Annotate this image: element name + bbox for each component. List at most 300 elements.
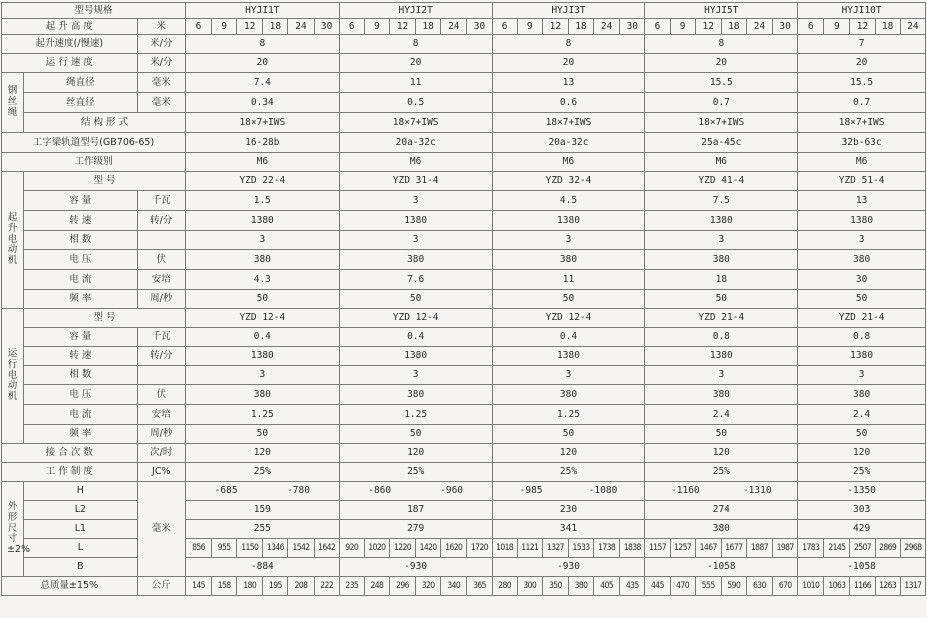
height-value: 9 — [364, 19, 389, 35]
dim-L-value: 2507 — [850, 539, 875, 558]
lift-motor-capacity-value: 1.5 — [185, 191, 339, 211]
run-motor-current-value: 1.25 — [185, 405, 339, 425]
run-motor-frequency-value: 50 — [339, 425, 492, 444]
mass-value: 470 — [670, 577, 695, 596]
run-motor-current-row — [2, 405, 926, 425]
unit-amp: 安培 — [137, 405, 185, 425]
dim-H-pair — [186, 486, 339, 496]
duty-label: 工 作 制 度 — [2, 463, 138, 482]
rope-dia-value: 15.5 — [798, 73, 926, 93]
run-speed-row — [2, 54, 926, 73]
structure-value: 18×7+IWS — [492, 113, 645, 133]
run-motor-speed-value: 1380 — [645, 347, 798, 366]
run-speed-value: 20 — [492, 54, 645, 73]
mass-value: 1166 — [850, 577, 875, 596]
unit-amp: 安培 — [137, 270, 185, 290]
dim-L-value: 2968 — [900, 539, 925, 558]
dim-H-pair — [493, 486, 645, 496]
unit-empty — [137, 366, 185, 385]
wire-dia-value: 0.5 — [339, 93, 492, 113]
header-row-models — [2, 3, 926, 19]
lift-motor-speed-label: 转 速 — [24, 211, 138, 231]
run-motor-capacity-value: 0.4 — [492, 328, 645, 347]
lift-motor-current-value: 4.3 — [185, 270, 339, 290]
dim-L-value: 1533 — [568, 539, 593, 558]
height-value: 12 — [542, 19, 568, 35]
dim-L-value: 1467 — [695, 539, 721, 558]
ibeam-value: 16-28b — [185, 133, 339, 153]
work-class-value: M6 — [798, 153, 926, 172]
lift-motor-capacity-row — [2, 191, 926, 211]
mass-value: 630 — [746, 577, 772, 596]
wire-dia-value: 0.7 — [645, 93, 798, 113]
lift-motor-frequency-value: 50 — [798, 290, 926, 309]
dim-B-value: -884 — [185, 558, 339, 577]
mass-value: 1263 — [875, 577, 900, 596]
mass-value: 145 — [185, 577, 211, 596]
dim-L-value: 1542 — [288, 539, 314, 558]
rope-dia-value: 15.5 — [645, 73, 798, 93]
lift-motor-capacity-label: 容 量 — [24, 191, 138, 211]
dim-H-number: -960 — [440, 485, 464, 497]
run-motor-phases-value: 3 — [492, 366, 645, 385]
run-speed-label: 运 行 速 度 — [2, 54, 138, 73]
run-motor-current-value: 2.4 — [798, 405, 926, 425]
work-class-value: M6 — [492, 153, 645, 172]
ibeam-row — [2, 133, 926, 153]
unit-rpm: 转/分 — [137, 211, 185, 231]
dim-L2-value: 187 — [339, 501, 492, 520]
ibeam-value: 32b-63c — [798, 133, 926, 153]
run-motor-type-value: YZD 12-4 — [339, 309, 492, 328]
dim-L1-value: 380 — [645, 520, 798, 539]
lift-motor-type-value: YZD 51-4 — [798, 172, 926, 191]
mass-value: 1010 — [798, 577, 824, 596]
dim-L-label: L — [24, 539, 138, 558]
dim-H-pair — [340, 486, 492, 496]
lift-motor-voltage-label: 电 压 — [24, 250, 138, 270]
lift-motor-phases-value: 3 — [339, 231, 492, 250]
run-motor-type-row — [2, 309, 926, 328]
mass-value: 365 — [467, 577, 492, 596]
run-motor-voltage-value: 380 — [492, 385, 645, 405]
height-value: 24 — [594, 19, 620, 35]
run-motor-type-value: YZD 21-4 — [645, 309, 798, 328]
work-class-label: 工作级别 — [2, 153, 186, 172]
mass-value: 248 — [364, 577, 389, 596]
run-motor-phases-value: 3 — [645, 366, 798, 385]
height-value: 18 — [721, 19, 746, 35]
unit-empty — [137, 231, 185, 250]
rope-dia-row — [2, 73, 926, 93]
lift-motor-phases-value: 3 — [645, 231, 798, 250]
lift-motor-capacity-value: 3 — [339, 191, 492, 211]
lift-motor-voltage-value: 380 — [492, 250, 645, 270]
lift-motor-frequency-row — [2, 290, 926, 309]
height-value: 6 — [798, 19, 824, 35]
unit-volt: 伏 — [137, 250, 185, 270]
run-speed-value: 20 — [798, 54, 926, 73]
lift-motor-voltage-row — [2, 250, 926, 270]
dim-H-pair — [645, 486, 797, 496]
switch-count-value: 120 — [645, 444, 798, 463]
dim-B-label: B — [24, 558, 138, 577]
unit-mm: 毫米 — [137, 482, 185, 577]
height-value: 30 — [620, 19, 645, 35]
run-motor-voltage-value: 380 — [645, 385, 798, 405]
lift-height-row — [2, 19, 926, 35]
dim-L-value: 920 — [339, 539, 364, 558]
mass-value: 320 — [416, 577, 441, 596]
run-motor-label-text: 运行电动机 — [7, 347, 18, 403]
lift-motor-frequency-value: 50 — [185, 290, 339, 309]
mass-value: 435 — [620, 577, 645, 596]
duty-value: 25% — [185, 463, 339, 482]
wire-dia-value: 0.6 — [492, 93, 645, 113]
dim-H-pair — [798, 486, 925, 496]
height-value: 6 — [645, 19, 670, 35]
dim-L2-value: 159 — [185, 501, 339, 520]
dim-L1-label: L1 — [24, 520, 138, 539]
unit-jc: JC% — [137, 463, 185, 482]
lift-motor-speed-value: 1380 — [339, 211, 492, 231]
work-class-value: M6 — [645, 153, 798, 172]
model-name: HYJI10T — [798, 3, 926, 19]
structure-value: 18×7+IWS — [798, 113, 926, 133]
lift-motor-current-row — [2, 270, 926, 290]
dim-L1-value: 341 — [492, 520, 645, 539]
lift-motor-voltage-value: 380 — [185, 250, 339, 270]
mass-value: 300 — [517, 577, 542, 596]
height-value: 12 — [695, 19, 721, 35]
dim-H-value — [339, 482, 492, 501]
duty-value: 25% — [798, 463, 926, 482]
structure-label: 结 构 形 式 — [24, 113, 186, 133]
dim-H-number: -1160 — [671, 485, 700, 497]
dim-L2-value: 230 — [492, 501, 645, 520]
run-motor-frequency-value: 50 — [798, 425, 926, 444]
dim-H-value — [798, 482, 926, 501]
dim-L-value: 1642 — [314, 539, 339, 558]
mass-value: 405 — [594, 577, 620, 596]
work-class-value: M6 — [185, 153, 339, 172]
height-value: 18 — [568, 19, 593, 35]
lift-motor-speed-value: 1380 — [645, 211, 798, 231]
mass-value: 195 — [263, 577, 288, 596]
hoist-spec-table — [1, 2, 926, 596]
run-motor-speed-value: 1380 — [492, 347, 645, 366]
dim-L-value: 1257 — [670, 539, 695, 558]
dim-H-label: H — [24, 482, 138, 501]
run-speed-value: 20 — [645, 54, 798, 73]
run-motor-speed-label: 转 速 — [24, 347, 138, 366]
rope-dia-label: 绳直径 — [24, 73, 138, 93]
rope-dia-value: 11 — [339, 73, 492, 93]
dim-L-value: 1018 — [492, 539, 517, 558]
model-name: HYJI5T — [645, 3, 798, 19]
structure-value: 18×7+IWS — [339, 113, 492, 133]
height-value: 24 — [746, 19, 772, 35]
run-motor-voltage-row — [2, 385, 926, 405]
lift-motor-speed-row — [2, 211, 926, 231]
run-motor-capacity-value: 0.4 — [339, 328, 492, 347]
wire-dia-row — [2, 93, 926, 113]
mass-value: 670 — [773, 577, 798, 596]
lift-motor-voltage-value: 380 — [339, 250, 492, 270]
lift-motor-speed-value: 1380 — [492, 211, 645, 231]
duty-value: 25% — [492, 463, 645, 482]
switch-count-value: 120 — [492, 444, 645, 463]
unit-m-min: 米/分 — [137, 35, 185, 54]
dim-L1-value: 279 — [339, 520, 492, 539]
run-motor-voltage-label: 电 压 — [24, 385, 138, 405]
ibeam-label: 工字梁轨道型号(GB706-65) — [2, 133, 186, 153]
unit-rpm: 转/分 — [137, 347, 185, 366]
height-value: 9 — [517, 19, 542, 35]
mass-value: 1317 — [900, 577, 925, 596]
mass-value: 590 — [721, 577, 746, 596]
lift-motor-voltage-value: 380 — [798, 250, 926, 270]
dim-B-value: -930 — [339, 558, 492, 577]
lift-motor-type-value: YZD 41-4 — [645, 172, 798, 191]
switch-count-value: 120 — [798, 444, 926, 463]
mass-row — [2, 577, 926, 596]
switch-count-value: 120 — [339, 444, 492, 463]
run-motor-current-value: 1.25 — [492, 405, 645, 425]
run-motor-speed-row — [2, 347, 926, 366]
height-value: 12 — [389, 19, 415, 35]
lift-motor-current-label: 电 流 — [24, 270, 138, 290]
unit-hz: 周/秒 — [137, 290, 185, 309]
lift-motor-phases-value: 3 — [798, 231, 926, 250]
run-motor-frequency-value: 50 — [185, 425, 339, 444]
run-motor-current-value: 2.4 — [645, 405, 798, 425]
unit-m-min: 米/分 — [137, 54, 185, 73]
dim-L-value: 856 — [185, 539, 211, 558]
dim-L2-value: 274 — [645, 501, 798, 520]
model-name: HYJI3T — [492, 3, 645, 19]
dim-H-number: -1350 — [847, 485, 876, 497]
height-value: 24 — [288, 19, 314, 35]
height-value: 9 — [212, 19, 237, 35]
unit-hz: 周/秒 — [137, 425, 185, 444]
model-name: HYJI2T — [339, 3, 492, 19]
dim-L-value: 1887 — [746, 539, 772, 558]
run-motor-capacity-value: 0.4 — [185, 328, 339, 347]
unit-kw: 千瓦 — [137, 328, 185, 347]
lift-motor-capacity-value: 13 — [798, 191, 926, 211]
run-motor-capacity-label: 容 量 — [24, 328, 138, 347]
run-motor-phases-value: 3 — [798, 366, 926, 385]
lift-height-label: 起 升 高 度 — [2, 19, 138, 35]
lift-motor-frequency-value: 50 — [492, 290, 645, 309]
dim-L-value: 1738 — [594, 539, 620, 558]
run-motor-type-label: 型 号 — [24, 309, 186, 328]
lift-motor-phases-value: 3 — [185, 231, 339, 250]
dim-H-number: -860 — [368, 485, 392, 497]
dim-H-number: -685 — [214, 485, 238, 497]
run-motor-capacity-row — [2, 328, 926, 347]
dim-H-number: -1310 — [742, 485, 772, 497]
ibeam-value: 20a-32c — [492, 133, 645, 153]
mass-value: 296 — [389, 577, 415, 596]
mass-value: 235 — [339, 577, 364, 596]
dims-label — [2, 482, 31, 577]
height-value: 18 — [263, 19, 288, 35]
run-motor-frequency-row — [2, 425, 926, 444]
lift-motor-label — [2, 172, 24, 309]
run-motor-voltage-value: 380 — [185, 385, 339, 405]
dim-L-value: 2145 — [824, 539, 850, 558]
run-motor-frequency-label: 频 率 — [24, 425, 138, 444]
work-class-value: M6 — [339, 153, 492, 172]
run-motor-speed-value: 1380 — [798, 347, 926, 366]
dim-B-value: -1058 — [645, 558, 798, 577]
run-speed-value: 20 — [339, 54, 492, 73]
run-motor-frequency-value: 50 — [645, 425, 798, 444]
lift-motor-phases-label: 相 数 — [24, 231, 138, 250]
dim-L-value: 1346 — [263, 539, 288, 558]
lift-motor-speed-value: 1380 — [798, 211, 926, 231]
unit-per-hour: 次/时 — [137, 444, 185, 463]
rope-dia-value: 7.4 — [185, 73, 339, 93]
run-motor-phases-value: 3 — [339, 366, 492, 385]
lift-speed-row — [2, 35, 926, 54]
wire-dia-value: 0.7 — [798, 93, 926, 113]
height-value: 18 — [416, 19, 441, 35]
height-value: 30 — [773, 19, 798, 35]
dim-H-number: -1080 — [588, 485, 618, 497]
run-motor-voltage-value: 380 — [798, 385, 926, 405]
unit-volt: 伏 — [137, 385, 185, 405]
run-motor-phases-value: 3 — [185, 366, 339, 385]
duty-value: 25% — [645, 463, 798, 482]
lift-motor-current-value: 11 — [492, 270, 645, 290]
dim-L1-value: 255 — [185, 520, 339, 539]
run-motor-phases-row — [2, 366, 926, 385]
height-value: 6 — [492, 19, 517, 35]
lift-speed-value: 8 — [492, 35, 645, 54]
dim-B-value: -1058 — [798, 558, 926, 577]
dim-L-value: 1987 — [773, 539, 798, 558]
lift-motor-phases-row — [2, 231, 926, 250]
rope-dia-value: 13 — [492, 73, 645, 93]
mass-value: 555 — [695, 577, 721, 596]
mass-value: 1063 — [824, 577, 850, 596]
run-motor-current-label: 电 流 — [24, 405, 138, 425]
switch-count-label: 接 合 次 数 — [2, 444, 138, 463]
mass-value: 380 — [568, 577, 593, 596]
run-motor-speed-value: 1380 — [185, 347, 339, 366]
mass-value: 340 — [441, 577, 467, 596]
dim-L-value: 1327 — [542, 539, 568, 558]
lift-motor-capacity-value: 4.5 — [492, 191, 645, 211]
unit-mm: 毫米 — [137, 93, 185, 113]
height-value: 24 — [900, 19, 925, 35]
mass-value: 180 — [237, 577, 263, 596]
lift-motor-current-value: 7.6 — [339, 270, 492, 290]
dim-H-row — [2, 482, 926, 501]
lift-motor-frequency-value: 50 — [645, 290, 798, 309]
dim-L-value: 1157 — [645, 539, 670, 558]
dim-L-value: 1838 — [620, 539, 645, 558]
mass-value: 208 — [288, 577, 314, 596]
structure-row — [2, 113, 926, 133]
dim-H-value — [645, 482, 798, 501]
height-value: 30 — [467, 19, 492, 35]
height-value: 9 — [824, 19, 850, 35]
duty-value: 25% — [339, 463, 492, 482]
unit-kg: 公斤 — [137, 577, 185, 596]
dim-L-value: 1220 — [389, 539, 415, 558]
mass-value: 222 — [314, 577, 339, 596]
dim-B-value: -930 — [492, 558, 645, 577]
wire-dia-label: 丝直径 — [24, 93, 138, 113]
run-motor-voltage-value: 380 — [339, 385, 492, 405]
dim-L-value: 1150 — [237, 539, 263, 558]
dim-L-value: 1720 — [467, 539, 492, 558]
height-value: 12 — [237, 19, 263, 35]
switch-count-value: 120 — [185, 444, 339, 463]
unit-kw: 千瓦 — [137, 191, 185, 211]
lift-speed-value: 8 — [339, 35, 492, 54]
run-motor-frequency-value: 50 — [492, 425, 645, 444]
lift-speed-value: 7 — [798, 35, 926, 54]
lift-speed-value: 8 — [185, 35, 339, 54]
dim-L1-value: 429 — [798, 520, 926, 539]
unit-m: 米 — [137, 19, 185, 35]
lift-motor-frequency-label: 频 率 — [24, 290, 138, 309]
lift-speed-label: 起升速度(/慢速) — [2, 35, 138, 54]
dim-L-value: 1783 — [798, 539, 824, 558]
dim-L-value: 1020 — [364, 539, 389, 558]
dim-H-value — [492, 482, 645, 501]
dim-L2-value: 303 — [798, 501, 926, 520]
dim-L2-label: L2 — [24, 501, 138, 520]
wire-dia-value: 0.34 — [185, 93, 339, 113]
run-motor-capacity-value: 0.8 — [798, 328, 926, 347]
model-name: HYJI1T — [185, 3, 339, 19]
height-value: 6 — [339, 19, 364, 35]
lift-motor-type-row — [2, 172, 926, 191]
dim-H-number: -985 — [519, 485, 543, 497]
run-motor-label — [2, 309, 24, 444]
run-speed-value: 20 — [185, 54, 339, 73]
dims-label-text: 外形尺寸±2% — [7, 500, 31, 556]
mass-label: 总质量±15% — [2, 577, 138, 596]
structure-value: 18×7+IWS — [185, 113, 339, 133]
dim-H-value — [185, 482, 339, 501]
dim-L-value: 1620 — [441, 539, 467, 558]
run-motor-type-value: YZD 12-4 — [185, 309, 339, 328]
dim-H-number: -780 — [287, 485, 310, 497]
run-motor-current-value: 1.25 — [339, 405, 492, 425]
ibeam-value: 20a-32c — [339, 133, 492, 153]
switch-count-row — [2, 444, 926, 463]
mass-value: 158 — [212, 577, 237, 596]
run-motor-type-value: YZD 21-4 — [798, 309, 926, 328]
lift-speed-value: 8 — [645, 35, 798, 54]
run-motor-phases-label: 相 数 — [24, 366, 138, 385]
lift-motor-current-value: 30 — [798, 270, 926, 290]
run-motor-speed-value: 1380 — [339, 347, 492, 366]
wire-rope-label — [2, 73, 24, 133]
lift-motor-type-label: 型 号 — [24, 172, 186, 191]
wire-rope-label-text: 钢丝绳 — [7, 85, 18, 118]
dim-L-value: 1121 — [517, 539, 542, 558]
work-class-row — [2, 153, 926, 172]
lift-motor-speed-value: 1380 — [185, 211, 339, 231]
